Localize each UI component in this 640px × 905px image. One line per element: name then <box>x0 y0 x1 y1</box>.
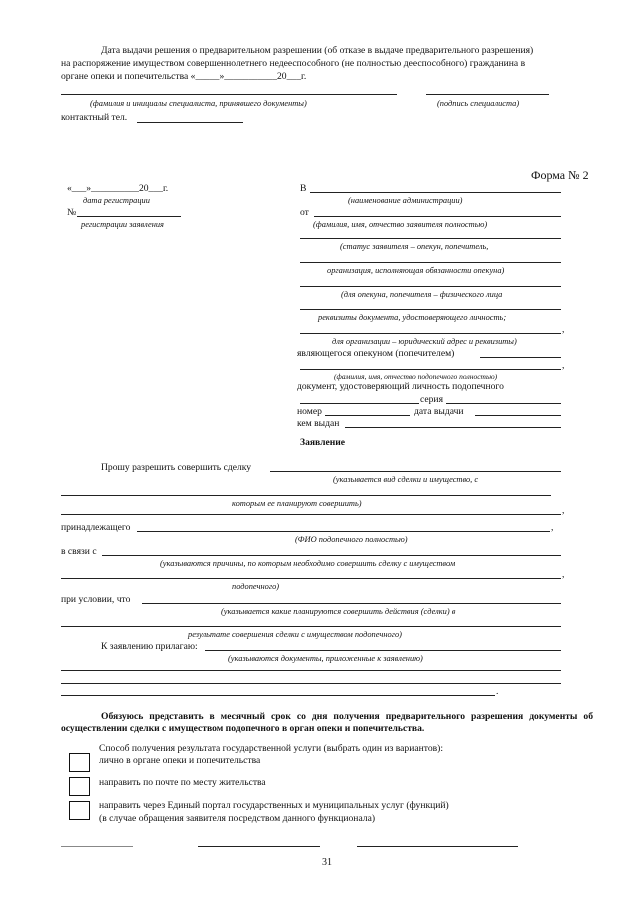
attachments-label: К заявлению прилагаю: <box>101 641 198 652</box>
comma-mark-2: , <box>562 360 565 371</box>
statement-heading: Заявление <box>300 437 346 448</box>
legal-address-field[interactable] <box>300 333 561 334</box>
ward-document-field[interactable] <box>300 403 419 404</box>
number-label: номер <box>297 406 322 417</box>
condition-caption-1: (указывается какие планируются совершить действия (сделки) в <box>221 607 456 616</box>
guardian-label: являющегося опекуном (попечителем) <box>297 348 455 359</box>
option-mail-checkbox[interactable] <box>69 777 90 796</box>
specialist-caption: (фамилия и инициалы специалиста, принявшего документы) <box>90 99 307 108</box>
comma-mark: , <box>562 324 565 335</box>
option-portal-note: (в случае обращения заявителя посредством данного функционала) <box>99 813 376 824</box>
option-in-person-checkbox[interactable] <box>69 753 90 772</box>
page-number: 31 <box>322 857 332 868</box>
belonging-label: принадлежащего <box>61 522 131 533</box>
identity-document-field[interactable] <box>300 309 561 310</box>
date-signature-line[interactable] <box>61 846 133 847</box>
guardian-field[interactable] <box>480 357 561 358</box>
specialist-name-line[interactable] <box>61 94 397 95</box>
deal-field[interactable] <box>270 471 561 472</box>
form-title: Форма № 2 <box>531 168 589 182</box>
reason-field-2[interactable] <box>61 578 561 579</box>
contact-phone-field[interactable] <box>137 122 243 123</box>
reason-caption-2: подопечного) <box>232 582 280 591</box>
signature-caption: (подпись специалиста) <box>437 99 520 108</box>
deal-field-3[interactable] <box>61 514 561 515</box>
series-label: серия <box>420 394 443 405</box>
reason-field[interactable] <box>102 555 561 556</box>
applicant-name-caption: (фамилия, имя, отчество заявителя полностью) <box>313 220 488 229</box>
deal-caption-2: которым ее планируют совершить) <box>232 499 362 508</box>
administration-caption: (наименование администрации) <box>348 196 463 205</box>
registration-date: «___»__________20___г. <box>67 183 169 194</box>
condition-field-2[interactable] <box>61 626 561 627</box>
condition-field[interactable] <box>142 603 561 604</box>
contact-phone-label: контактный тел. <box>61 112 128 123</box>
ward-fio-caption: (ФИО подопечного полностью) <box>295 535 408 544</box>
decision-date-line3: органе опеки и попечительства «_____»___________20___г. <box>61 71 307 82</box>
registration-number-field[interactable] <box>77 216 181 217</box>
comma-mark-5: , <box>562 569 565 580</box>
issued-by-label: кем выдан <box>297 418 340 429</box>
registration-number-label: № <box>67 207 77 218</box>
decision-date-line1: Дата выдачи решения о предварительном разрешении (об отказе в выдаче предварительного разрешения) <box>101 45 534 56</box>
applicant-name-signature-line[interactable] <box>357 846 518 847</box>
ward-fio-field[interactable] <box>137 531 550 532</box>
issue-date-label: дата выдачи <box>414 406 464 417</box>
issued-by-field[interactable] <box>345 427 561 428</box>
condition-label: при условии, что <box>61 594 131 605</box>
applicant-status-caption: (статус заявителя – опекун, попечитель, <box>340 242 489 251</box>
series-field[interactable] <box>446 403 561 404</box>
due-label: в связи с <box>61 546 97 557</box>
issue-date-field[interactable] <box>475 415 561 416</box>
period-mark: . <box>496 686 499 697</box>
option-mail-label: направить по почте по месту жительства <box>99 777 266 788</box>
option-portal-label: направить через Единый портал государственных и муниципальных услуг (функций) <box>99 800 449 811</box>
ward-document-label: документ, удостоверяющий личность подопечного <box>297 381 504 392</box>
decision-date-line2: на распоряжение имуществом совершеннолетнего недееспособного (не полностью дееспособного) гражданина в <box>61 58 526 69</box>
organization-caption: организация, исполняющая обязанности опекуна) <box>327 266 505 275</box>
deal-field-2[interactable] <box>61 495 551 496</box>
attachments-field-4[interactable] <box>61 695 495 696</box>
to-label: В <box>300 183 307 194</box>
attachments-field-2[interactable] <box>61 670 561 671</box>
option-in-person-label: лично в органе опеки и попечительства <box>99 755 261 766</box>
deal-caption-1: (указывается вид сделки и имущество, с <box>333 475 479 484</box>
identity-document-caption: реквизиты документа, удостоверяющего личность; <box>318 313 507 322</box>
ward-name-caption: (фамилия, имя, отчество подопечного полностью) <box>334 372 498 381</box>
applicant-status-field[interactable] <box>300 238 561 239</box>
comma-mark-3: , <box>562 505 565 516</box>
organization-field[interactable] <box>300 262 561 263</box>
registration-date-caption: дата регистрации <box>83 196 150 205</box>
attachments-field-3[interactable] <box>61 683 561 684</box>
individual-caption: (для опекуна, попечителя – физического лица <box>341 290 503 299</box>
obligation-text: Обязуюсь представить в месячный срок со дня получения предварительного разрешения документы об осуществлении сделки с имуществом подопечного в орган опеки и попечительства. <box>61 711 593 734</box>
specialist-signature-line[interactable] <box>426 94 549 95</box>
attachments-caption: (указываются документы, приложенные к заявлению) <box>228 654 423 663</box>
number-field[interactable] <box>325 415 410 416</box>
administration-field[interactable] <box>310 192 561 193</box>
registration-number-caption: регистрации заявления <box>81 220 164 229</box>
option-portal-checkbox[interactable] <box>69 801 90 820</box>
from-label: от <box>300 207 309 218</box>
request-label: Прошу разрешить совершить сделку <box>101 462 252 473</box>
applicant-name-field[interactable] <box>314 216 561 217</box>
legal-address-caption: для организации – юридический адрес и реквизиты) <box>332 337 517 346</box>
comma-mark-4: , <box>551 522 554 533</box>
ward-name-field[interactable] <box>300 369 561 370</box>
individual-field[interactable] <box>300 286 561 287</box>
condition-caption-2: результате совершения сделки с имуществом подопечного) <box>188 630 402 639</box>
method-intro: Способ получения результата государственной услуги (выбрать один из вариантов): <box>99 743 444 754</box>
applicant-signature-line[interactable] <box>198 846 320 847</box>
reason-caption-1: (указываются причины, по которым необходимо совершить сделку с имуществом <box>160 559 456 568</box>
attachments-field[interactable] <box>205 650 561 651</box>
